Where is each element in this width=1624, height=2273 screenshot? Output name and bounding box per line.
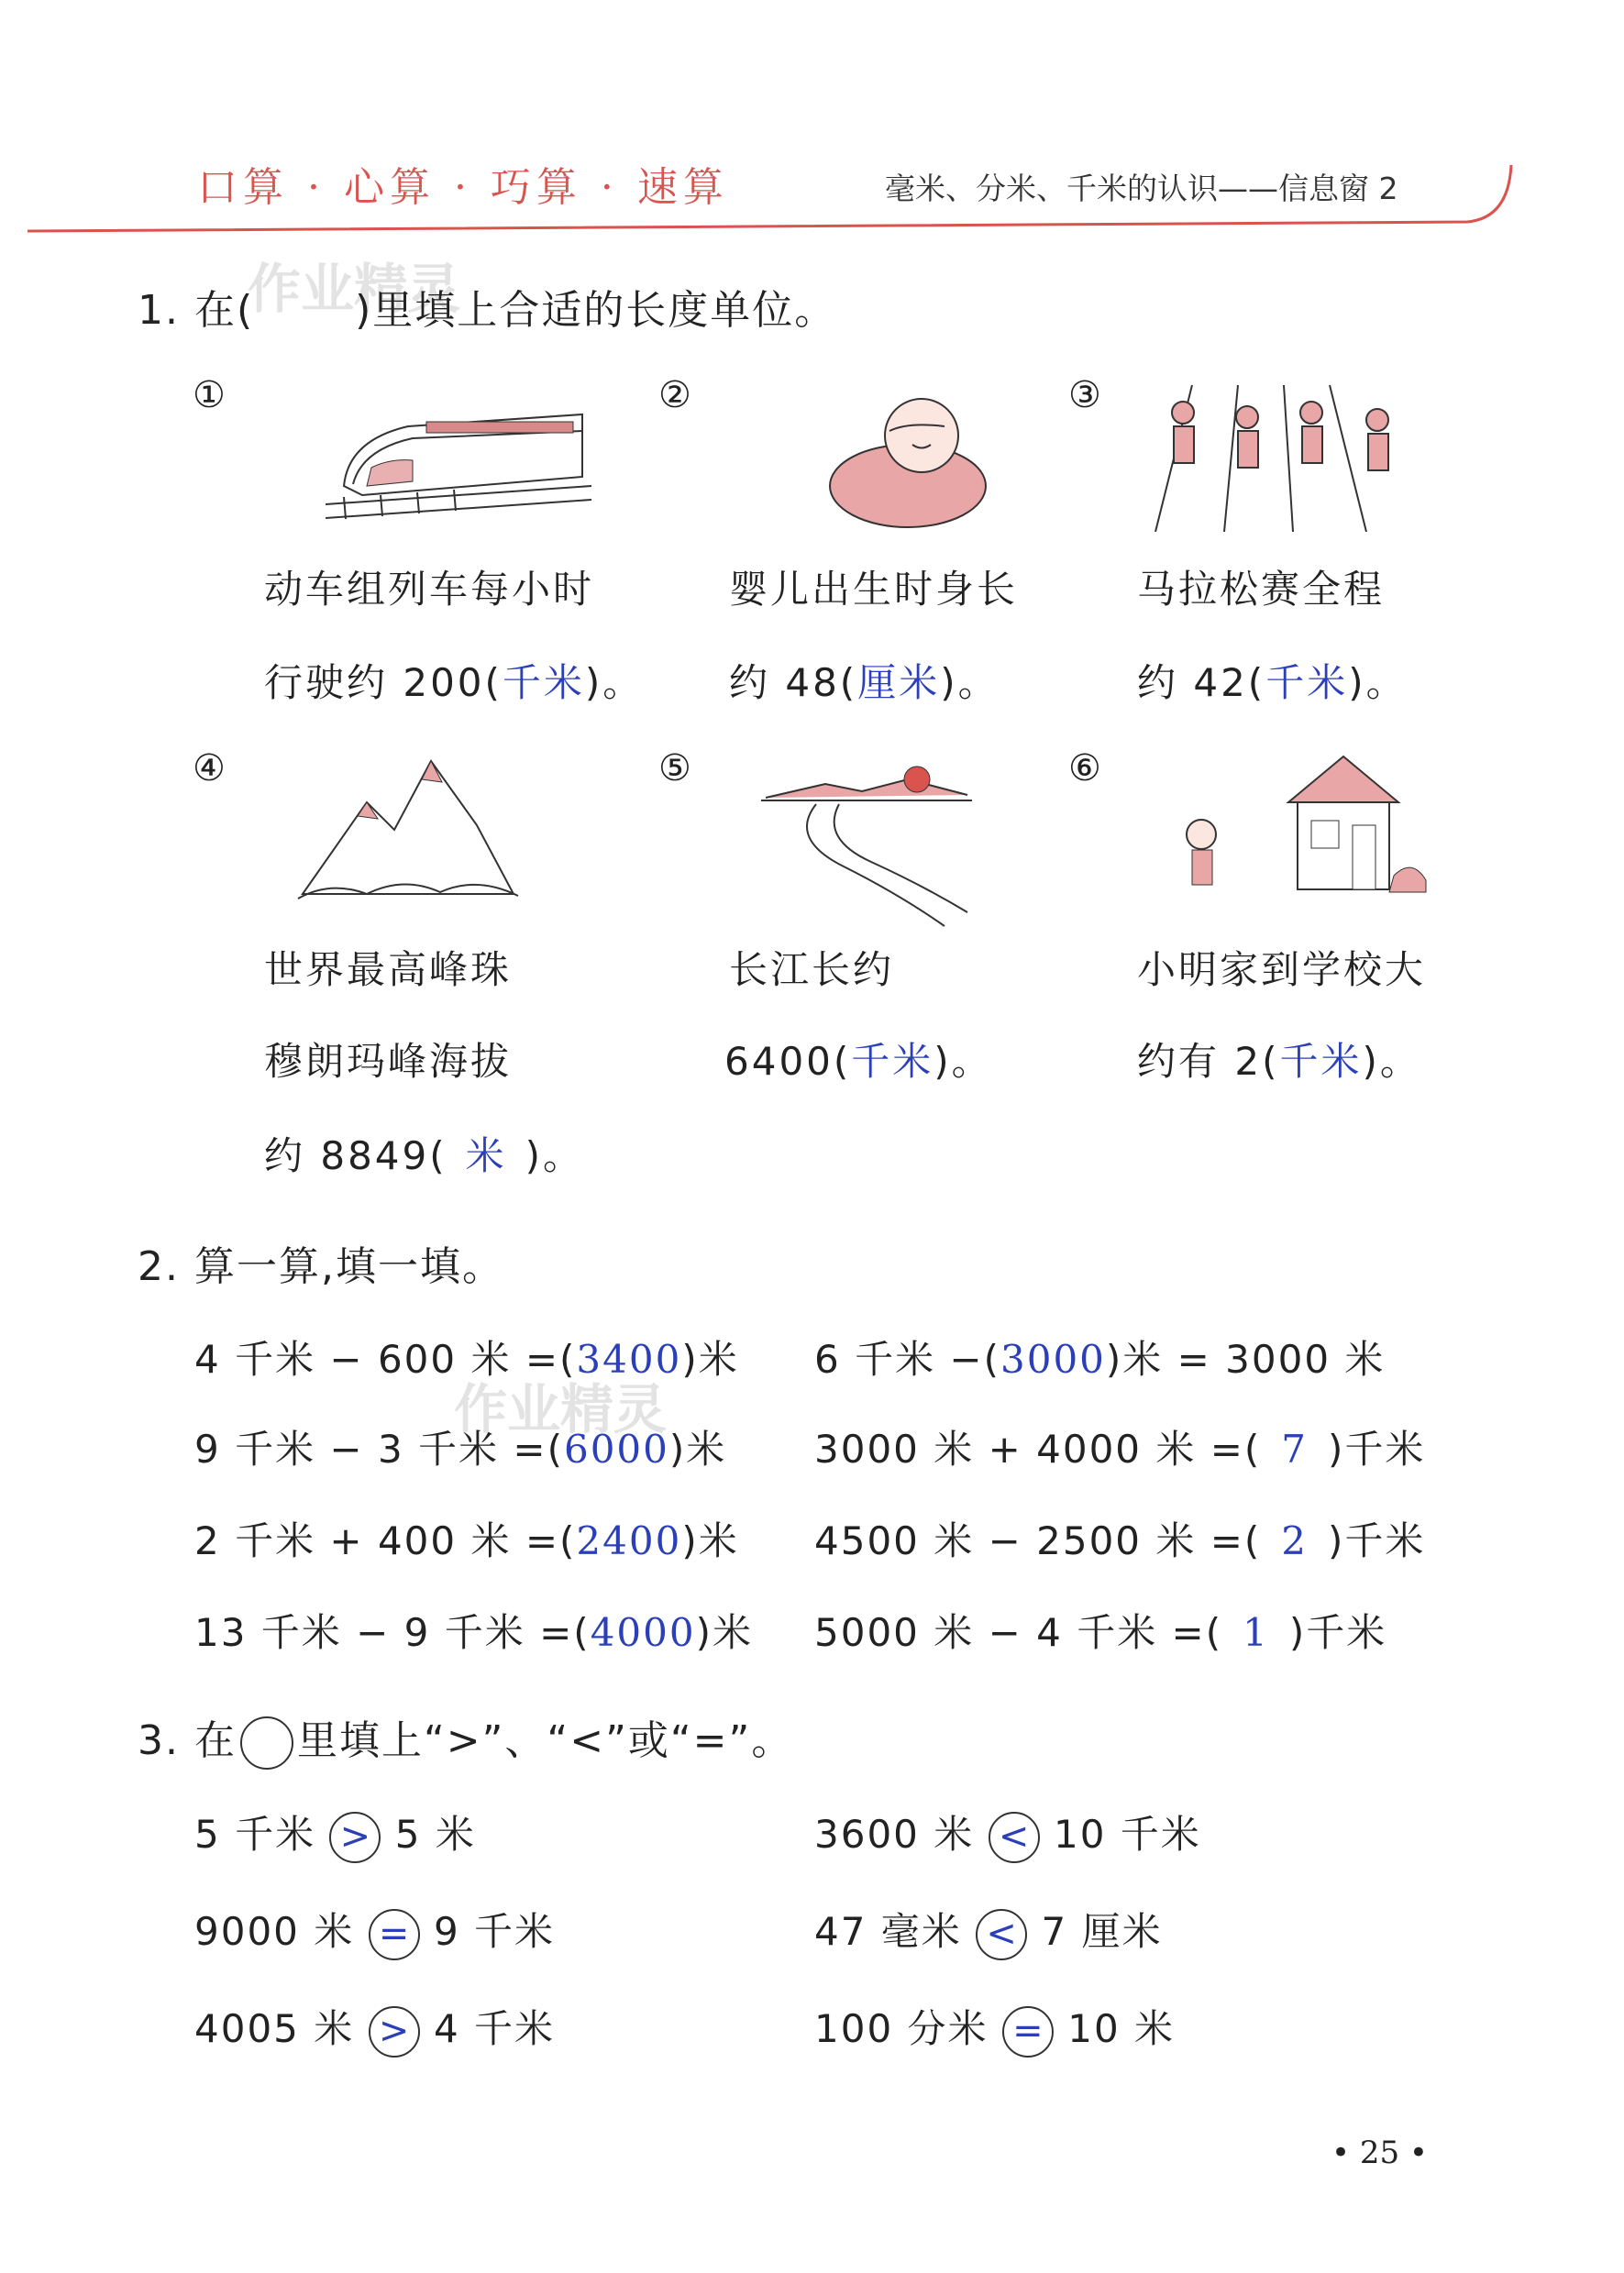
marathon-illustration (1137, 376, 1412, 532)
item-2-answer: 厘米 (857, 660, 941, 705)
item-5-line1: 长江长约 (729, 947, 895, 992)
q2-left-row-3: 2 千米 + 400 米 =(2400)米 (194, 1518, 739, 1563)
train-illustration (326, 394, 591, 523)
q2-right-answer-4: 1 (1243, 1610, 1269, 1655)
item-1-line1: 动车组列车每小时 (264, 567, 595, 612)
q2-right-row-2: 3000 米 + 4000 米 =( 7 )千米 (814, 1427, 1426, 1472)
item-4-line2: 穆朗玛峰海拔 (264, 1039, 513, 1084)
q2-right-row-1: 6 千米 −(3000)米 = 3000 米 (814, 1337, 1386, 1382)
q2-left-row-4: 13 千米 − 9 千米 =(4000)米 (194, 1610, 753, 1655)
item-1-number: ① (193, 374, 226, 416)
q2-left-answer-2: 6000 (563, 1427, 669, 1472)
item-4-answer: 米 (465, 1133, 507, 1178)
item-4-number: ④ (193, 747, 226, 789)
watermark-middle: 作业精灵 (454, 1378, 668, 1440)
section-title: 口算 · 心算 · 巧算 · 速算 (197, 164, 729, 211)
item-1-line2: 行驶约 200(千米)。 (264, 660, 645, 705)
q3-left-row-3: 4005 米 > 4 千米 (194, 1999, 555, 2058)
q2-right-row-4: 5000 米 − 4 千米 =( 1 )千米 (814, 1610, 1387, 1655)
house-illustration (1169, 747, 1444, 903)
item-4-line3: 约 8849( 米 )。 (264, 1133, 585, 1178)
baby-illustration (807, 385, 1009, 532)
item-6-line2: 约有 2(千米)。 (1137, 1039, 1421, 1084)
page-number: • 25 • (1331, 2135, 1428, 2171)
q3-left-sign-1: > (329, 1812, 381, 1863)
q2-right-row-3: 4500 米 − 2500 米 =( 2 )千米 (814, 1518, 1426, 1563)
q1-title: 1. 在( )里填上合适的长度单位。 (138, 287, 837, 334)
item-5-line2: 6400(千米)。 (724, 1039, 993, 1084)
item-4-line1: 世界最高峰珠 (264, 947, 513, 992)
item-3-answer: 千米 (1265, 660, 1349, 705)
item-3-line1: 马拉松赛全程 (1137, 567, 1386, 612)
river-illustration (761, 747, 972, 931)
item-2-number: ② (658, 374, 691, 416)
q2-right-answer-3: 2 (1281, 1518, 1309, 1563)
q3-right-sign-2: < (976, 1909, 1027, 1960)
item-2-line2: 约 48(厘米)。 (729, 660, 1000, 705)
q2-right-answer-2: 7 (1281, 1427, 1309, 1472)
item-5-number: ⑤ (658, 747, 691, 789)
chapter-title: 毫米、分米、千米的认识——信息窗 2 (885, 171, 1398, 206)
q2-left-row-2: 9 千米 − 3 千米 =(6000)米 (194, 1427, 727, 1472)
q3-right-sign-3: = (1002, 2006, 1054, 2058)
item-3-line2: 约 42(千米)。 (1137, 660, 1408, 705)
q2-right-answer-1: 3000 (1000, 1337, 1106, 1382)
q2-left-answer-3: 2400 (576, 1518, 682, 1563)
header-curve (18, 156, 1522, 238)
item-6-line1: 小明家到学校大 (1137, 947, 1427, 992)
q3-right-sign-1: < (989, 1812, 1040, 1863)
q3-title: 3. 在 里填上“>”、“<”或“=”。 (138, 1707, 793, 1770)
item-2-line1: 婴儿出生时身长 (729, 567, 1019, 612)
q3-left-sign-2: = (369, 1909, 420, 1960)
q3-left-row-2: 9000 米 = 9 千米 (194, 1902, 555, 1960)
q2-title: 2. 算一算,填一填。 (138, 1243, 504, 1290)
q2-left-answer-4: 4000 (590, 1610, 696, 1655)
q3-right-row-3: 100 分米 = 10 米 (814, 1999, 1175, 2058)
item-6-number: ⑥ (1068, 747, 1101, 789)
item-1-answer: 千米 (502, 660, 585, 705)
q2-left-row-1: 4 千米 − 600 米 =(3400)米 (194, 1337, 739, 1382)
q3-left-sign-3: > (369, 2006, 420, 2058)
item-5-answer: 千米 (851, 1039, 934, 1084)
empty-circle-icon (240, 1716, 293, 1770)
q3-left-row-1: 5 千米 > 5 米 (194, 1804, 476, 1863)
mountain-illustration (293, 747, 523, 921)
item-3-number: ③ (1068, 374, 1101, 416)
watermark-top: 作业精灵 (248, 258, 461, 320)
q3-right-row-1: 3600 米 < 10 千米 (814, 1804, 1201, 1863)
q2-left-answer-1: 3400 (576, 1337, 682, 1382)
q3-right-row-2: 47 毫米 < 7 厘米 (814, 1902, 1163, 1960)
item-6-answer: 千米 (1279, 1039, 1363, 1084)
